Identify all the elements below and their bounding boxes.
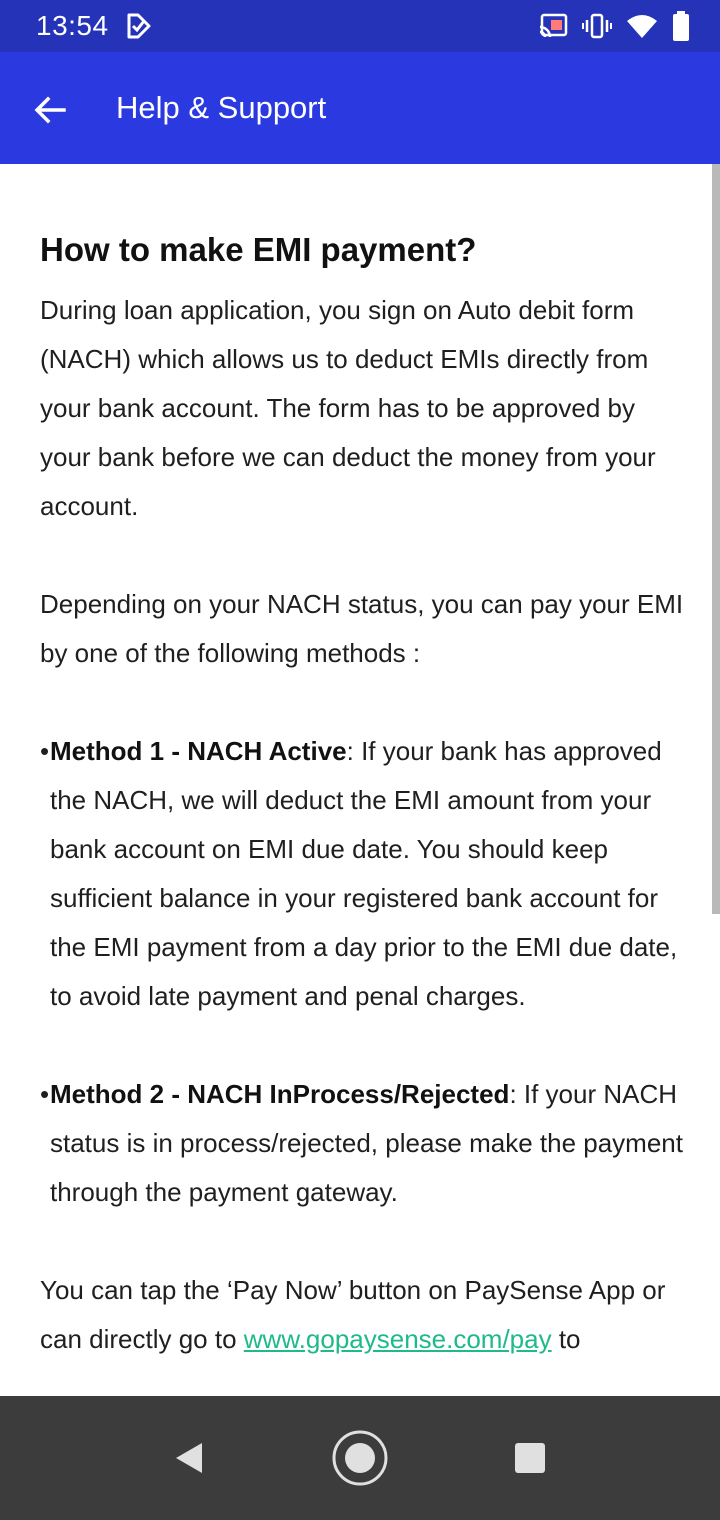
bullet-dot: • <box>40 736 50 766</box>
method-item <box>40 727 690 1021</box>
method-text <box>50 727 690 1021</box>
back-button[interactable] <box>22 82 78 138</box>
status-bar <box>0 0 720 52</box>
arrow-left-icon <box>34 96 66 124</box>
pay-now-text: You can tap the ‘Pay Now’ button on PaySense App or can directly go to <box>40 1275 666 1354</box>
circle-home-icon <box>331 1429 389 1487</box>
app-bar <box>0 52 720 164</box>
wifi-icon <box>626 13 658 39</box>
square-recents-icon <box>514 1442 546 1474</box>
notification-check-icon <box>126 12 152 40</box>
methods-intro-paragraph: Depending on your NACH status, you can pay your EMI by one of the following methods : <box>40 589 684 668</box>
navigation-bar <box>0 1396 720 1520</box>
method-text <box>50 1070 690 1217</box>
method-title: Method 2 - NACH InProcess/Rejected <box>50 1079 510 1109</box>
pay-now-paragraph <box>40 1266 690 1364</box>
nav-home-button[interactable] <box>330 1428 390 1488</box>
nav-back-button[interactable] <box>158 1428 218 1488</box>
triangle-back-icon <box>172 1441 204 1475</box>
article-content[interactable] <box>0 164 720 1396</box>
intro-paragraph: During loan application, you sign on Auto debit form (NACH) which allows us to deduct EMIs directly from your bank account. The form has to be approved by your bank before we can deduct the money from your account. <box>40 295 656 521</box>
status-icons <box>538 10 690 42</box>
pay-link[interactable]: www.gopaysense.com/pay <box>243 1324 552 1354</box>
method-description: : If your bank has approved the NACH, we will deduct the EMI amount from your bank account on EMI due date. You should keep sufficient balance in your registered bank account for the EMI payment from a day prior to the EMI due date, to avoid late payment and penal charges. <box>50 736 678 1011</box>
status-time: 13:54 <box>36 10 109 41</box>
cast-icon <box>538 13 568 39</box>
method-title: Method 1 - NACH Active <box>50 736 347 766</box>
battery-icon <box>672 11 690 41</box>
bullet-dot: • <box>40 1079 50 1109</box>
method-item <box>40 1070 690 1217</box>
nav-recents-button[interactable] <box>500 1428 560 1488</box>
method-description: : If your NACH status is in process/rejected, please make the payment through the payment gateway. <box>50 1079 683 1207</box>
pay-now-text-end: to <box>551 1324 581 1354</box>
scrollbar[interactable] <box>712 164 720 914</box>
page-title: Help & Support <box>116 90 327 125</box>
article-heading: How to make EMI payment? <box>40 231 477 268</box>
vibrate-icon <box>582 12 612 40</box>
article-body <box>40 228 690 1364</box>
